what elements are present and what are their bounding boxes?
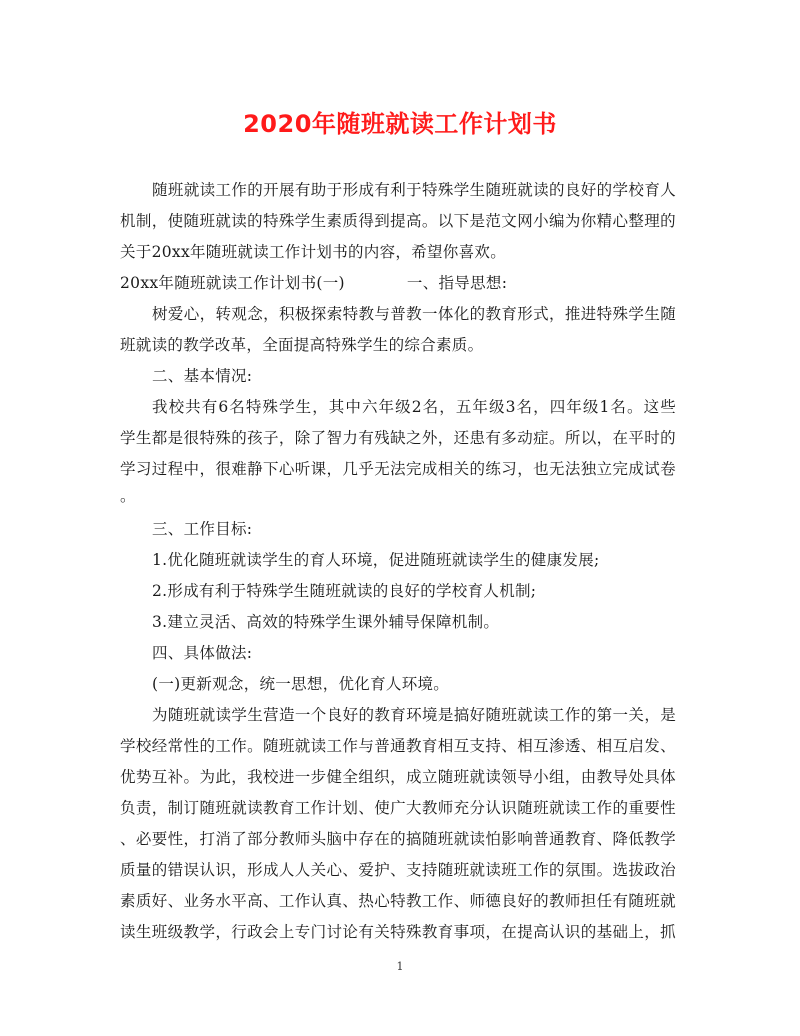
section-1-line-1: 树爱心，转观念，积极探索特教与普教一体化的教育形式，推进特殊学生随 (152, 305, 676, 323)
section-1-line-2: 班就读的教学改革，全面提高特殊学生的综合素质。 (120, 336, 484, 354)
intro-line-3: 关于20xx年随班就读工作计划书的内容，希望你喜欢。 (120, 243, 507, 261)
section-4-line-2: 学校经常性的工作。随班就读工作与普通教育相互支持、相互渗透、相互启发、 (120, 737, 676, 755)
section-2-line-3: 学习过程中，很难静下心听课，几乎无法完成相关的练习，也无法独立完成试卷 (120, 460, 676, 478)
section-4-heading: 四、具体做法: (152, 644, 253, 662)
goal-item-2: 2.形成有利于特殊学生随班就读的良好的学校育人机制; (152, 582, 537, 600)
subsection-1-heading: (一)更新观念，统一思想，优化育人环境。 (152, 675, 450, 693)
section-4-line-4: 负责，制订随班就读教育工作计划、使广大教师充分认识随班就读工作的重要性 (120, 799, 676, 817)
goal-item-1: 1.优化随班就读学生的育人环境，促进随班就读学生的健康发展; (152, 551, 600, 569)
goal-item-3: 3.建立灵活、高效的特殊学生课外辅导保障机制。 (152, 613, 500, 631)
plan-heading: 20xx年随班就读工作计划书(一) (120, 274, 345, 292)
section-3-heading: 三、工作目标: (152, 520, 253, 538)
section-4-line-1: 为随班就读学生营造一个良好的教育环境是搞好随班就读工作的第一关，是 (152, 706, 676, 724)
plan-heading-line (120, 273, 676, 293)
section-4-line-7: 素质好、业务水平高、工作认真、热心特教工作、师德良好的教师担任有随班就 (120, 892, 676, 910)
page-number: 1 (396, 960, 404, 973)
section-2-line-4: 。 (120, 487, 136, 505)
section-1-heading: 一、指导思想: (406, 274, 508, 292)
section-4-line-3: 优势互补。为此，我校进一步健全组织，成立随班就读领导小组，由教导处具体 (120, 768, 676, 786)
section-2-heading: 二、基本情况: (152, 367, 253, 385)
intro-line-1: 随班就读工作的开展有助于形成有利于特殊学生随班就读的良好的学校育人 (152, 181, 676, 199)
intro-line-2: 机制，使随班就读的特殊学生素质得到提高。以下是范文网小编为你精心整理的 (120, 212, 676, 230)
document-title: 2020年随班就读工作计划书 (243, 110, 557, 138)
section-4-line-6: 质量的错误认识，形成人人关心、爱护、支持随班就读班工作的氛围。选拔政治 (120, 861, 676, 879)
section-2-line-2: 学生都是很特殊的孩子，除了智力有残缺之外，还患有多动症。所以，在平时的 (120, 429, 676, 447)
section-4-line-8: 读生班级教学，行政会上专门讨论有关特殊教育事项，在提高认识的基础上，抓 (120, 923, 676, 941)
section-4-line-5: 、必要性，打消了部分教师头脑中存在的搞随班就读怕影响普通教育、降低教学 (120, 830, 676, 848)
section-2-line-1: 我校共有6名特殊学生，其中六年级2名，五年级3名，四年级1名。这些 (152, 398, 676, 416)
